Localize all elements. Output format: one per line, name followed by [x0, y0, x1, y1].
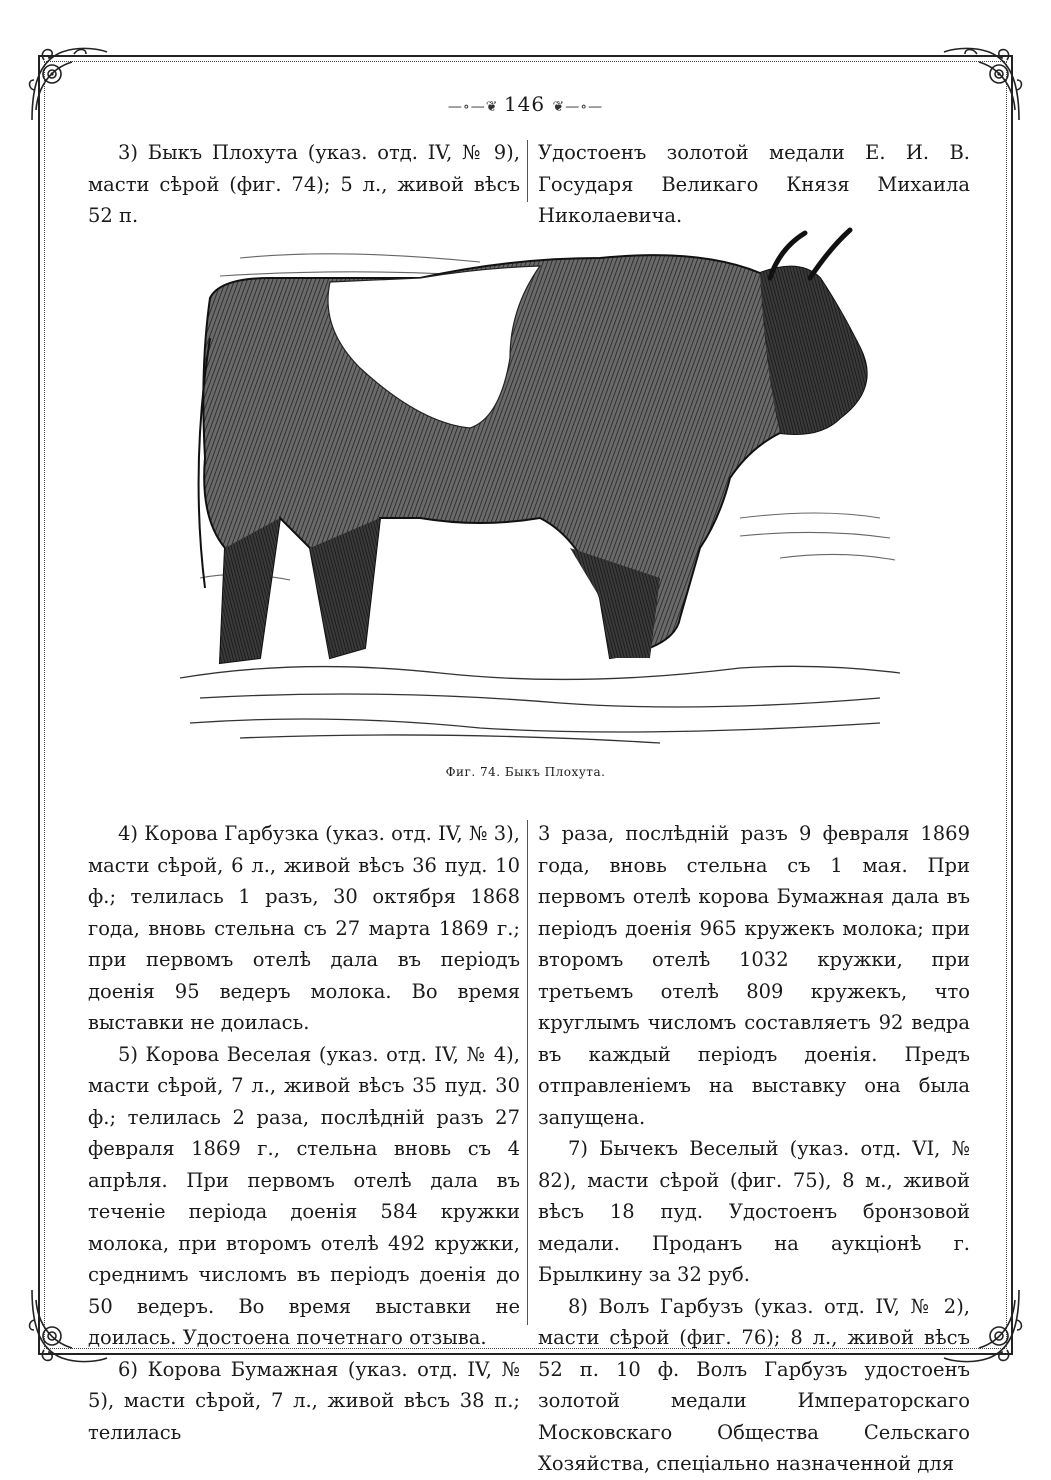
header-ornament-icon: —∘—❦ [447, 99, 504, 115]
paragraph: 3 раза, послѣдній разъ 9 февраля 1869 года, вновь стельна съ 1 мая. При первомъ отелѣ корова Бумажная дала въ періодъ доенія 965 кружекъ молока; при второмъ отелѣ 1032 кружки, при третьемъ отелѣ 809 кружекъ, что круглымъ числомъ составляетъ 92 ведра въ каждый періодъ доенія. Предъ отправленіемъ на выставку она была запущена. [538, 822, 970, 1129]
figure-caption: Фиг. 74. Быкъ Плохута. [445, 765, 606, 779]
bull-engraving-figure [180, 218, 900, 758]
header-ornament-icon: ❦—∘— [552, 99, 604, 115]
paragraph: 6) Корова Бумажная (указ. отд. IV, № 5), масти сѣрой, 7 л., живой вѣсъ 38 п.; телилась [88, 1357, 520, 1444]
column-divider [527, 820, 528, 1325]
column-divider [527, 140, 528, 202]
corner-ornament-icon [22, 40, 112, 130]
paragraph: 8) Волъ Гарбузъ (указ. отд. IV, № 2), масти сѣрой (фиг. 76); 8 л., живой вѣсъ 52 п. 10 ф. Волъ Гарбузъ удостоенъ золотой медали Императорскаго Московскаго Общества Сельскаго Хозяйства, спеціально назначенной для [538, 1294, 970, 1475]
bottom-right-column [538, 818, 970, 1480]
corner-ornament-icon [939, 40, 1029, 130]
paragraph: 7) Бычекъ Веселый (указ. отд. VI, № 82), масти сѣрой (фиг. 75), 8 м., живой вѣсъ 18 пуд. Удостоенъ бронзовой медали. Проданъ на аукціонѣ г. Брылкину за 32 руб. [538, 1137, 970, 1286]
paragraph: 5) Корова Веселая (указ. отд. IV, № 4), масти сѣрой, 7 л., живой вѣсъ 35 пуд. 30 ф.; телилась 2 раза, послѣдній разъ 27 февраля 1869 г., стельна вновь съ 4 апрѣля. При первомъ отелѣ дала въ теченіе періода доенія 584 кружки молока, при второмъ отелѣ 492 кружки, среднимъ числомъ въ періодъ доенія до 50 ведеръ. Во время выставки не доилась. Удостоена почетнаго отзыва. [88, 1042, 520, 1349]
page-number: 146 [503, 92, 546, 116]
bottom-left-column [88, 818, 520, 1448]
paragraph: 3) Быкъ Плохута (указ. отд. IV, № 9), масти сѣрой (фиг. 74); 5 л., живой вѣсъ 52 п. [88, 141, 520, 227]
page-header [0, 92, 1051, 116]
paragraph: Удостоенъ золотой медали Е. И. В. Государя Великаго Князя Михаила Николаевича. [538, 141, 970, 227]
paragraph: 4) Корова Гарбузка (указ. отд. IV, № 3), масти сѣрой, 6 л., живой вѣсъ 36 пуд. 10 ф.; телилась 1 разъ, 30 октября 1868 года, вновь стельна съ 27 марта 1869 г.; при первомъ отелѣ дала въ періодъ доенія 95 ведеръ молока. Во время выставки не доилась. [88, 822, 520, 1034]
